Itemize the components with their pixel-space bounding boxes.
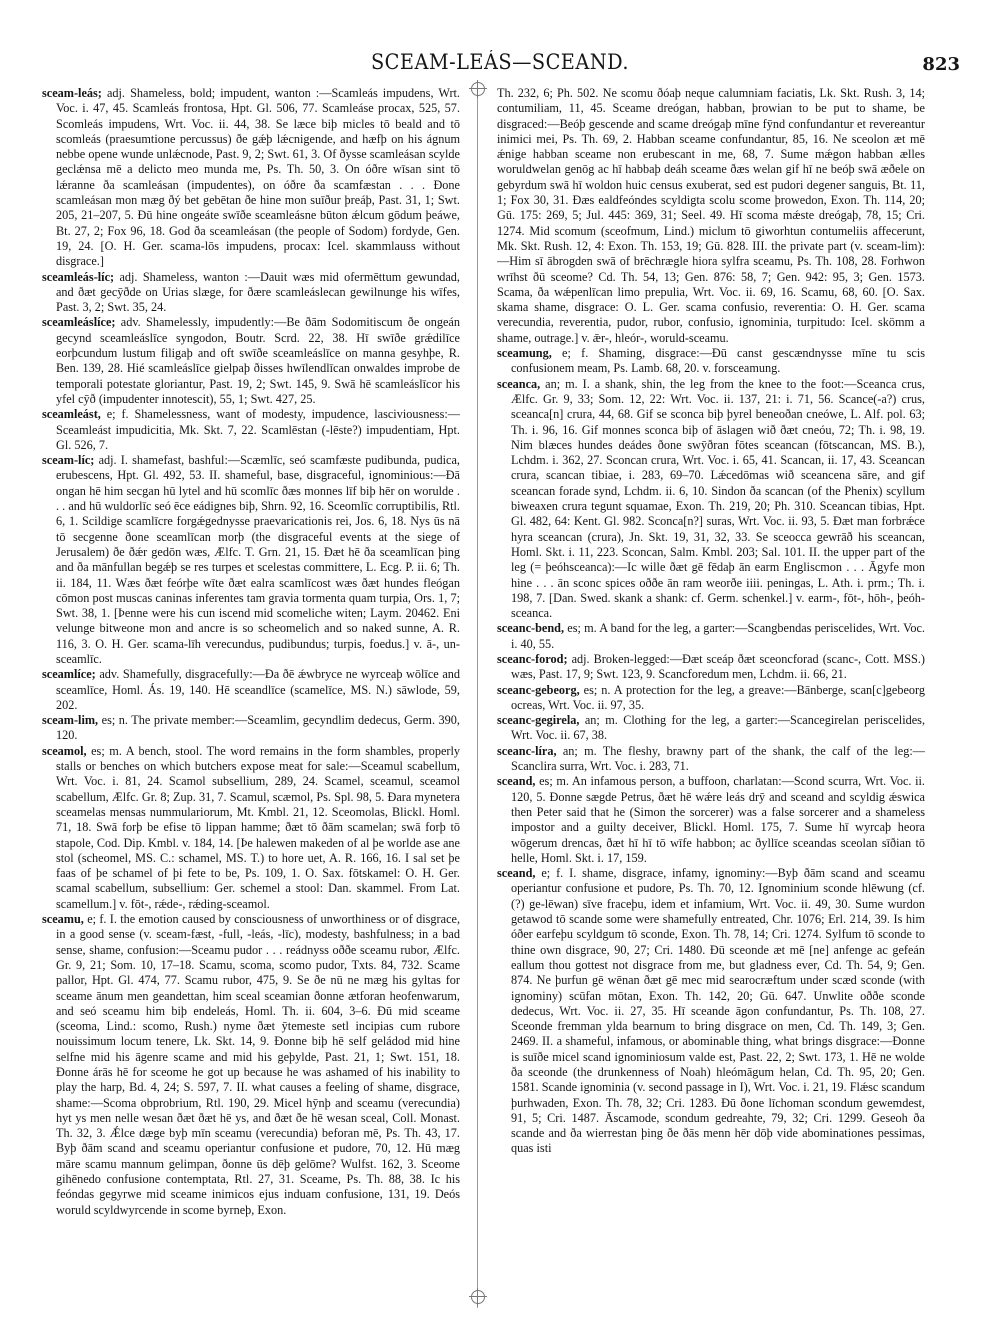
page-number: 823 (922, 54, 960, 75)
dictionary-entry (42, 667, 460, 713)
entry-text: adj. I. shamefast, bashful:—Scæmlīc, seó scamfæste pudibunda, pudica, erubescens, Hpt. Gl. 492, 53. II. shameful, base, disgraceful, ignominious:—Ðā ongan hē him secgan hū lytel and hū scomlīc ðæs monnes līf biþ hēr on woruldе . . . and hū wuldorlīc seó ēce eádignes biþ, Shrn. 92, 16. Sceomlīc corruptibilis, Rtl. 6, 1. Scildige scamlīcre forgǽgednysse praevaricationis rei, Jos. 6, 18. Nys ūs nā tō secgenne ðone sceamlīcan morþ (the disgraceful events at the siege of Jerusalem) ðe ðǽr gedōn wæs, Ælfc. T. Grn. 21, 15. Ðæt hē ða sceamlīcan þing and ða mānfullan begǽþ se res turpes et scelestas committere, L. Ecg. P. ii. 6; Th. ii. 184, 11. Wæs ðæt feórþe wīte ðæt ealra scamlīcost wæs ðæt hundes fleógan cōmon post muscas caninas inferentes tam gravia tormenta quam turpia, Ors. 1, 7; Swt. 38, 1. [Þenne were his cun iscend mid scomeliche witen; Laym. 20462. Eni velunge bitweone mon and ancre is so scheomelich and so naked sunne, A. R. 116, 3. O. H. Ger. scama-līh verecundus, pudibundus; turpis, foedus.] v. ā-, un-sceamlīc. (56, 453, 460, 666)
page-title: SCEAM-LEÁS—SCEAND. (370, 50, 630, 74)
dictionary-entry (497, 652, 925, 683)
entry-headword: sceamu, (42, 912, 84, 927)
entry-text: e; f. I. shame, disgrace, infamy, ignominy:—Byþ ðām scand and sceamu operiantur confusione et pudore, Ps. Th. 70, 12. Ignominium sconde hlēwung (cf. (?) ge-lēwan) sīve fraceþu, idem et infamium, Wrt. Voc. ii. 49, 30. Sume wurdon getawod tō scande some were shamefully entreated, Chr. 1076; Erl. 214, 39. Is him óðer earfeþu scyldgum tō sconde, Exon. Th. 78, 14; Cri. 1274. Sylfum tō sconde to thine own disgrace, 90, 27; Cri. 1480. Ðū sceonde æt mē [ne] anfenge ac gefeán eallum thou gottest not disgrace from me, but gladness ever, Cd. Th. 54, 9; Gen. 874. Ne þurfun gē wēnan ðæt gē mec mid searocræftum under scæd sconde (with ignominy) scūfan mōtan, Exon. Th. 142, 20; Gū. 647. Unwlite oððe sconde dedecus, Wrt. Voc. ii. 27, 35. Hī sceande āgon confundantur, Ps. Th. 108, 27. Sceonde fremman ylda bearnum to bring disgrace on men, Cd. Th. 149, 3; Gen. 2469. II. a shameful, infamous, or abominable thing, what brings disgrace:—Ðonne is suīðe micel scand ignominiosum valde est, Past. 22, 2; Swt. 173, 1. Hē ne wolde ða sceonde (the drunkenness of Noah) hleómāgum helan, Cd. Th. 95, 20; Gen. 1581. Scande ignominia (v. second passage in I), Wrt. Voc. i. 21, 19. Flǽsc scandum þurhwaden, Exon. Th. 78, 32; Cri. 1283. Ðū ðone līchoman scondum gewemdest, 91, 5; Cri. 1487. Āscamode, scondum gedreahte, 79, 32; Cri. 1299. Geseoh ða scande and ða wierrestan þing ðe ðās menn hēr dōþ vide abominationes pessimas, quas isti (511, 866, 925, 1156)
dictionary-entry (42, 407, 460, 453)
entry-headword: sceanc-gebeorg, (497, 682, 580, 697)
entry-text: es; m. A band for the leg, a garter:—Scangbendas periscelides, Wrt. Voc. i. 40, 55. (511, 621, 925, 651)
entry-text: an; m. Clothing for the leg, a garter:—Scancegirelan periscelides, Wrt. Voc. ii. 67, 38. (511, 713, 925, 743)
entry-headword: sceanc-gegirela, (497, 713, 580, 728)
entry-headword: sceamlíce; (42, 667, 96, 682)
running-head (40, 50, 960, 80)
dictionary-entry (42, 270, 460, 316)
left-column (42, 86, 460, 1316)
entry-text: adv. Shamefully, disgracefully:—Ða ðē ǽwbryce ne wyrceaþ wōlīce and sceamlīce, Homl. Ás. 19, 140. Hē sceandlīce (scamelīce, MS. N.) sāwlode, 59, 202. (56, 667, 460, 712)
right-column (497, 86, 925, 1316)
entry-headword: sceanc-líra, (497, 743, 557, 758)
entry-text: an; m. I. a shank, shin, the leg from the knee to the foot:—Sceanca crus, Ælfc. Gr. 9, 33; Som. 12, 22: Wrt. Voc. ii. 137, 21: i. 71, 56. Scancе(-a?) crus, sceanca[n] crura, 44, 68. Gif se sconca biþ þyrel beneoðan cneówe, L. Alf. pol. 63; Th. i. 96, 16. Gif monnes sconca biþ of āslagen wið ðæt cneóu, 72; Th. i. 98, 19. Nim blæces hundes deádes ðone swȳðran fōtes sceancan (fōtscancan, MS. B.), Lchdm. i. 362, 27. Sconcan crura, Wrt. Voc. i. 65, 41. Scancan, ii. 17, 43. Sceancan crura, scancan tibiae, i. 283, 69–70. Lǽcedōmas wið sceancena sāre, and gif sceancan forade synd, Lchdm. ii. 6, 10. Sindon ða scancan (of the Phenix) scyllum biweaxen crura tegunt squamae, Exon. Th. 219, 20; Ph. 310. Sceancan tibias, Hpt. Gl. 482, 64: Kent. Gl. 982. Sconca[n?] suras, Wrt. Voc. ii. 93, 5. Ðæt man forbrǽce hyra sceancan (crura), Jn. Skt. 19, 31, 32, 33. Se sceocca gewrāð his sceancan, Homl. Skt. i. 11, 223. Sconcan, Salm. Kmbl. 203; Sal. 101. II. the upper part of the leg (= þeóhsceanca):—Ic wille ðæt gē fēdaþ ān earm Engliscmon . . . Āgyfe mon hine . . . ān sconc spices oððe ān ram weorðe iiii. peningas, L. Ath. i. prm.; Th. i. 198, 7. [Dan. Swed. skank a shank: cf. Germ. schenkel.] v. earm-, fōt-, hōh-, þeóh-sceanca. (511, 376, 925, 621)
dictionary-entry (42, 453, 460, 667)
column-divider (477, 88, 478, 1308)
dictionary-entry (497, 346, 925, 377)
entry-headword: sceam-leás; (42, 86, 102, 100)
entry-text: Th. 232, 6; Ph. 502. Ne scomu ðóaþ neque calumniam faciatis, Lk. Skt. Rush. 3, 14; contumiliam, 11, 45. Sceame dreógan, habban, þrowian to be put to shame, be disgraced:—Beóþ gescende and scame dreógaþ mīne fȳnd confundantur et revereantur inimici mei, Ps. Th. 69, 2. Habban sceame confundantur, 85, 16. Ne sceolon æt mē ǽnige habban sceame non erubescant in me, 68, 7. Sume mǽgon habban ælles woruldwelan genōg ac hī habbaþ deáh sceame ðæs welan gif hī ne beóþ swā æðele on gebyrdum swā hī woldon huic census exuberat, sed est pudori degener sanguis, Bt. 11, 1; Fox 30, 31. Ðæs ealdfeóndes scyldigta scolu scome þrowedon, Exon. Th. 114, 20; Gū. 175: 269, 5; Jul. 445: 369, 31; Seel. 49. Hī scoma mǽste dreógaþ, 78, 15; Cri. 1274. Mid scomum (sceofmum, Lind.) miclum tō giworhtun contumeliis affecerunt, Mk. Skt. Rush. 12, 4: Exon. Th. 153, 19; Gū. 828. III. the private part (v. sceam-lim):—Him sī ābrogden swā of brēchrægle hiora sylfra sceamu, Ps. Th. 108, 28. Forhwon wrīhst ðū sceome? Cd. Th. 54, 13; Gen. 876: 58, 7; Gen. 942: 95, 3; Gen. 1573. Scama, ða wǽpenlīcan limo prepulia, Wrt. Voc. ii. 69, 16. Scamu, 68, 60. [O. Sax. skama shame, disgrace: O. L. Ger. scama confusio, reverentia: O. H. Ger. scama verecundia, reverentia, pudor, rubor, confusio, ignominia, turpitudo: Icel. skömm a shame, outrage.] v. ǣr-, hleór-, woruld-sceamu. (497, 86, 925, 345)
dictionary-entry (42, 315, 460, 407)
entry-headword: sceamol, (42, 743, 87, 758)
dictionary-entry (497, 86, 925, 346)
entry-headword: sceamleást, (42, 407, 101, 422)
entry-text: es; m. A bench, stool. The word remains in the form shambles, properly stalls or benches on which butchers expose meat for sale:—Sceamul scabellum, Wrt. Voc. i. 81, 24. Scamol subsellium, 289, 24. Scamel, sceamul, sceamol scabellum, Ælfc. Gr. 8; Zup. 31, 7. Scamul, scæmol, Ps. Spl. 98, 5. Ðara mynetera sceamelas mensas nummulariorum, Mt. Kmbl. 21, 12. Sceomolas, Blickl. Homl. 71, 18. Swā forþ be efise tō lippan hamme; ðæt tō ðām scamelan; swā forþ tō stapole, Cod. Dip. Kmbl. v. 184, 14. [Þe halewen makeden of al þe worlde ase ane stol (scheomel, MS. C.: schamel, MS. T.) to hore uet, A. R. 166, 16. I sal set þe faas of þe schamel of þi fete to be, Ps. 109, 1. O. Sax. fōtskamel: O. H. Ger. scamal scabellum, subsellium: Ger. schemel a stool: Dan. skammel. From Lat. scamellum.] v. fōt-, rǽde-, rǽding-sceamol. (56, 743, 460, 911)
registration-mark-bottom-icon (471, 1290, 485, 1304)
entry-text: adj. Shameless, bold; impudent, wanton :—Scamleás impudens, Wrt. Voc. i. 47, 45. Scamleás frontosa, Hpt. Gl. 506, 77. Scamleáse procax, 525, 57. Scomleás impudens, Wrt. Voc. ii. 44, 38. Se læce biþ micles tō beald and tō scomleás (praesumtione percussus) ðe gǽþ lǽcnigende, and hæfþ on his ágnum nebbe opene wunde unlǽcnode, Past. 9, 2; Swt. 61, 3. Of ðysse scamleásan scylde geclǽnsa mē a delicto meo munda me, Ps. Th. 50, 3. On óðre wīsan sint tō lǽranne ða scamleásan (impudentes), on óðre ða scamfæstan . . . Ðone scamleásan mon mæg ðý bet gebētan ðe hine mon suīður þreáþ, Past. 31, 1; Swt. 205, 21–207, 5. Ðū hine ongeáte swīðe sceamleásne būton ǽlcum gōdum þeáwe, Bt. 27, 2; Fox 96, 18. God ða sceamleásan (the people of Sodom) fordyde, Gen. 19, 24. [O. H. Ger. scama-lōs impudens, procax: Icel. skammlauss without disgrace.] (56, 86, 460, 269)
entry-headword: sceamung, (497, 346, 552, 361)
entry-text: adv. Shamelessly, impudently:—Be ðām Sodomitiscum ðe ongeán gecynd sceamleáslīce syngodon, Boutr. Scrd. 22, 38. Hī swīðe grǽdilīce eorþcundum lustum filigaþ and oft swīðe sceamleáslīce on manna gesyhþe, R. Ben. 139, 28. Hié scamleáslīce gielpaþ ðisses hwīlendlīcan onwaldes improbe de temporali potestate gloriantur, Past. 19, 2; Swt. 145, 9. Swā hē scamleáslīcor his yfel cȳð (impudenter innotescit), 55, 1; Swt. 427, 25. (56, 315, 460, 406)
dictionary-entry (497, 377, 925, 622)
dictionary-entry (497, 744, 925, 775)
dictionary-entry (42, 86, 460, 270)
dictionary-entry (497, 866, 925, 1157)
entry-headword: sceamleáslíce; (42, 315, 116, 330)
entry-text: e; f. Shaming, disgrace:—Ðū canst gescændnysse mīne tu scis confusionem meam, Ps. Lamb. 68, 20. v. forsceamung. (511, 346, 925, 376)
entry-headword: sceam-lim, (42, 713, 99, 728)
dictionary-entry (497, 713, 925, 744)
entry-text: es; n. A protection for the leg, a greave:—Bānberge, scan[c]gebeorg ocreas, Wrt. Voc. ii. 97, 35. (511, 682, 925, 712)
dictionary-entry (497, 774, 925, 866)
entry-text: e; f. Shamelessness, want of modesty, impudence, lasciviousness:—Sceamleást impudicitia, Mk. Skt. 7, 22. Scamlēstan (-lēste?) impudentiam, Hpt. Gl. 526, 7. (56, 407, 460, 452)
entry-headword: sceam-líc; (42, 453, 95, 468)
entry-text: adj. Broken-legged:—Ðæt sceáp ðæt sceoncforad (scanc-, Cott. MSS.) wæs, Past. 17, 9; Swt. 123, 9. Scancforedum men, Lchdm. ii. 66, 21. (511, 651, 925, 682)
entry-text: e; f. I. the emotion caused by consciousness of unworthiness or of disgrace, in a good sense (v. sceam-fæst, -full, -leás, -līc), modesty, bashfulness; in a bad sense, shame, confusion:—Sceamu pudor . . . reádnyss oððe sceamu rubor, Ælfc. Gr. 9, 21; Som. 10, 17–18. Scamu, scoma, scomo pudor, Txts. 84, 732. Scame pallor, Hpt. Gl. 474, 77. Scamu rubor, 475, 9. Se ðe nū ne mæg his gyltas for sceame ānum men geandettan, him sceal sceamian ðonne ætforan heofenwarum, and seó sceamu him biþ endeleás, Homl. Th. ii. 604, 3–6. Ðū mid sceame (sceoma, Lind.: scomo, Rush.) nyme ðæt ȳtemeste setl incipias cum rubore nouissimum locum tenere, Lk. Skt. 14, 9. Ðonne biþ hē self geládod mid hine selfne mid his āgenre scame and mid his geþylde, Past. 21, 1; Swt. 151, 18. Ðonne árās hē for sceome he got up because he was ashamed of his inability to play the harp, Bd. 4, 24; S. 597, 7. II. what causes a feeling of shame, disgrace, shame:—Scoma obprobrium, Rtl. 190, 29. Micel hȳnþ and sceamu (verecundia) hyt ys men nelle wesan ðæt ðæt hē ys, and ðæt ðe hē wesan sceal, Coll. Monast. Th. 32, 3. Ǽlce dæge byþ mīn sceamu (verecundia) beforan mē, Ps. Th. 43, 17. Byþ ðām scand and sceamu operiantur confusione et pudore, 70, 12. Hū mæg māre scamu mannum gelimpan, ðonne ūs dēþ gelōme? Wulfst. 162, 3. Sceome gihēnedo confusione contemptata, Rtl. 27, 31. Sceame, Ps. Th. 88, 38. Ic his feóndas gegyrwe mid sceame inimicos ejus induam confusione, 131, 19. Deós woruld scyldwyrcende in scome byrneþ, Exon. (56, 912, 460, 1217)
entry-headword: sceanc-bend, (497, 621, 565, 636)
entry-text: adj. Shameless, wanton :—Dauit wæs mid ofermēttum gewundad, and ðæt gecȳðde on Urias slæge, for ðære scamleáslecan gewilnunge his wīfes, Past. 3, 2; Swt. 35, 24. (56, 269, 460, 315)
entry-text: es; m. An infamous person, a buffoon, charlatan:—Scond scurra, Wrt. Voc. ii. 120, 5. Ðonne sægde Petrus, ðæt hē wǽre leás drȳ and sceand and scyldig ǽswica then Peter said that he (Simon the sorcerer) was a false sorcerer and a shameless impostor and a guilty deceiver, Blickl. Homl. 175, 7. Sume hī wyrcaþ heora wōgerum drencas, ðæt hī hī tō wīfe habbon; ac ðyllīce sceandas sceolan sīðian tō helle, Homl. Skt. i. 17, 159. (511, 774, 925, 865)
dictionary-entry (497, 683, 925, 714)
entry-headword: sceanc-forod; (497, 651, 568, 666)
entry-headword: sceand, (497, 866, 536, 881)
entry-text: an; m. The fleshy, brawny part of the shank, the calf of the leg:—Scanclira surra, Wrt. Voc. i. 283, 71. (511, 743, 925, 774)
entry-text: es; n. The private member:—Sceamlim, gecyndlim dedecus, Germ. 390, 120. (56, 713, 460, 743)
dictionary-entry (42, 912, 460, 1218)
entry-headword: sceand, (497, 774, 536, 789)
dictionary-entry (497, 621, 925, 652)
entry-headword: sceamleás-líc; (42, 269, 115, 284)
dictionary-entry (42, 713, 460, 744)
registration-mark-top-icon (471, 82, 485, 96)
dictionary-entry (42, 744, 460, 912)
entry-headword: sceanca, (497, 376, 541, 391)
